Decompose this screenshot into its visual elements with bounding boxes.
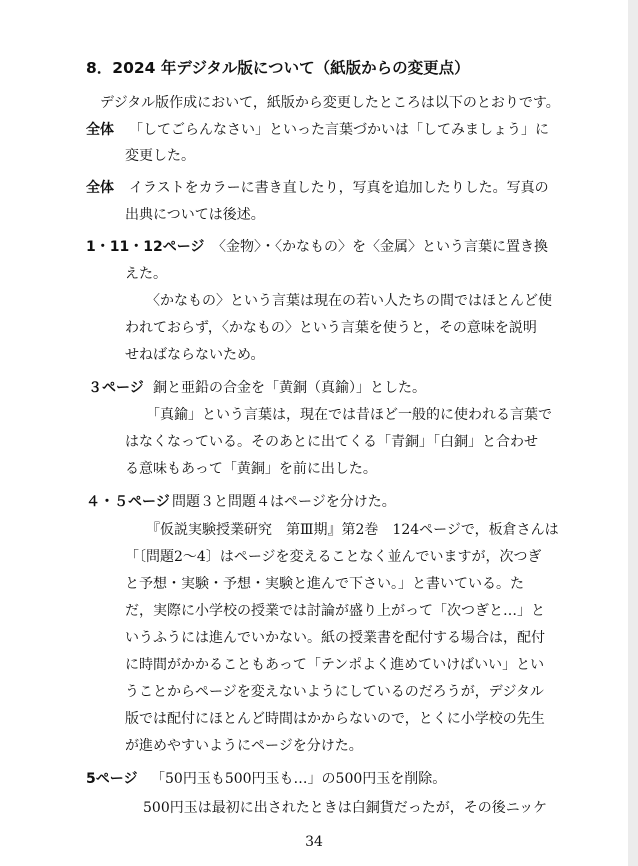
item-text: えた。 <box>125 266 167 282</box>
item-note: だ，実際に小学校の授業では討論が盛り上がって「次つぎと…」と <box>125 603 545 619</box>
item-text: イラストをカラーに書き直したり，写真を追加したりした。写真の <box>129 180 549 196</box>
item-note: と予想・実験・予想・実験と進んで下さい。」と書いている。た <box>125 576 524 592</box>
item-text: 出典については後述。 <box>125 207 265 223</box>
section-title: 8．2024 年デジタル版について（紙版からの変更点） <box>86 59 470 77</box>
item-note: る意味もあって「黄銅」を前に出した。 <box>125 461 377 477</box>
item-text: 銅と亜鉛の合金を「黄銅（真鍮）」とした。 <box>153 380 426 396</box>
item-note: が進めやすいようにページを分けた。 <box>125 738 363 754</box>
item-note: 〈かなもの〉という言葉は現在の若い人たちの間ではほとんど使 <box>146 293 552 309</box>
item-heading: ４・５ページ <box>86 494 170 510</box>
item-heading: 5ページ <box>86 771 138 787</box>
item-note: はなくなっている。そのあとに出てくる「青銅」「白銅」と合わせ <box>125 434 538 450</box>
page-number: 34 <box>305 834 323 850</box>
item-heading: ３ページ <box>88 380 144 396</box>
item-text: 「50円玉も500円玉も…」の500円玉を削除。 <box>151 771 447 787</box>
item-note: に時間がかかることもあって「テンポよく進めていけばいい」とい <box>125 657 545 673</box>
item-text: 変更した。 <box>125 148 195 164</box>
item-note: われておらず，〈かなもの〉という言葉を使うと，その意味を説明 <box>125 320 537 336</box>
item-heading: 1・11・12ページ <box>86 239 205 255</box>
item-text: 「してごらんなさい」といった言葉づかいは「してみましょう」に <box>129 122 549 138</box>
item-note: 「〔問題2～4〕はページを変えることなく並んでいますが，次つぎ <box>125 549 542 565</box>
item-text: 〈金物〉・〈かなもの〉を〈金属〉という言葉に置き換 <box>212 239 548 255</box>
intro-text: デジタル版作成において，紙版から変更したところは以下のとおりです。 <box>100 95 560 111</box>
item-note: せねばならないため。 <box>125 347 265 363</box>
item-note: うことからページを変えないようにしているのだろうが，デジタル <box>125 684 544 700</box>
item-note: 「真鍮」という言葉は，現在では昔ほど一般的に使われる言葉で <box>146 407 552 423</box>
item-note: 『仮説実験授業研究 第Ⅲ期』第2巻 124ページで，板倉さんは <box>146 522 559 538</box>
item-heading: 全体 <box>86 180 114 196</box>
item-note: いうふうには進んでいかない。紙の授業書を配付する場合は，配付 <box>125 630 545 646</box>
item-heading: 全体 <box>86 122 114 138</box>
item-note: 500円玉は最初に出されたときは白銅貨だったが，その後ニッケ <box>143 800 548 816</box>
item-text: 問題３と問題４はページを分けた。 <box>172 494 396 510</box>
item-note: 版では配付にほとんど時間はかからないので，とくに小学校の先生 <box>125 711 545 727</box>
